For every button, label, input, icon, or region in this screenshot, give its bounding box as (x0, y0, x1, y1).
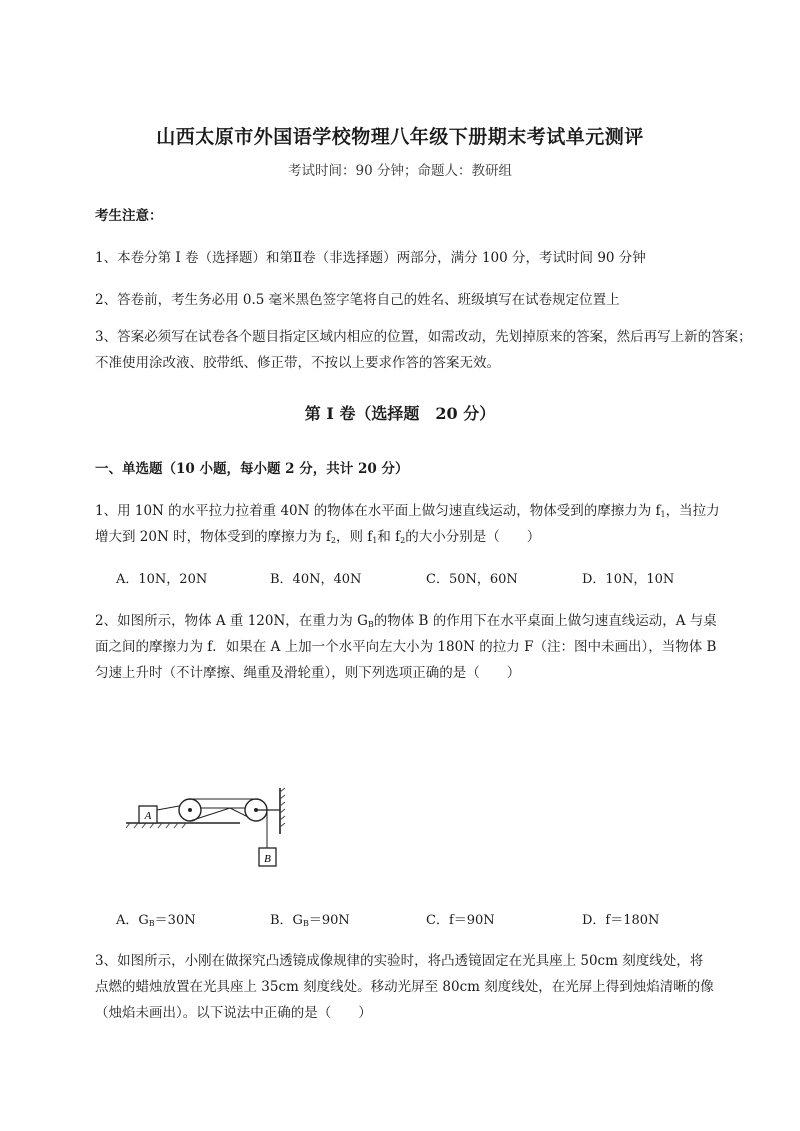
notice-item-1: 1、本卷分第 I 卷（选择题）和第Ⅱ卷（非选择题）两部分，满分 100 分，考试时间 90 分钟 (95, 250, 646, 266)
question-1-option-c: C．50N，60N (426, 572, 518, 587)
block-b-label: B (264, 853, 271, 865)
question-1-option-a: A．10N，20N (116, 572, 208, 587)
section-title: 第 I 卷（选择题 20 分） (304, 404, 496, 423)
question-2-line-3: 匀速上升时（不计摩擦、绳重及滑轮重），则下列选项正确的是（ ） (95, 665, 521, 681)
notice-item-3: 3、答案必须写在试卷各个题目指定区域内相应的位置，如需改动，先划掉原来的答案，然后再写上新的答案；不准使用涂改液、胶带纸、修正带，不按以上要求作答的答案无效。 (95, 329, 752, 371)
question-3-line-1: 3、如图所示，小刚在做探究凸透镜成像规律的实验时，将凸透镜固定在光具座上 50cm 刻度线处，将 (95, 953, 704, 969)
question-2-option-c: C．f＝90N (426, 913, 495, 928)
pulley-diagram (120, 786, 300, 876)
question-3-line-3: （烛焰未画出）。以下说法中正确的是（ ） (95, 1005, 372, 1021)
question-2-option-d: D．f＝180N (582, 913, 660, 928)
question-1-option-d: D．10N，10N (582, 572, 675, 587)
question-1-line-2: 增大到 20N 时，物体受到的摩擦力为 $f_2$，则 $f_1$和 $f_2$的大小分别是（ ） (95, 529, 541, 545)
question-1-option-b: B．40N，40N (270, 572, 362, 587)
question-3-line-2: 点燃的蜡烛放置在光具座上 35cm 刻度线处。移动光屏至 80cm 刻度线处，在光屏上得到烛焰清晰的像 (95, 979, 714, 995)
notice-item-2: 2、答卷前，考生务必用 0.5 毫米黑色签字笔将自己的姓名、班级填写在试卷规定位置上 (95, 292, 620, 308)
block-a-label: A (144, 810, 152, 822)
question-2-option-b: B．$G_B=90N$ (270, 913, 350, 928)
part-heading: 一、单选题（10 小题，每小题 2 分，共计 20 分） (95, 461, 409, 477)
question-2-line-2: 面之间的摩擦力为 f．如果在 A 上加一个水平向左大小为 180N 的拉力 F（注：图中未画出），当物体 B (95, 639, 717, 655)
exam-info: 考试时间：90 分钟；命题人：教研组 (288, 163, 512, 179)
notice-heading: 考生注意： (95, 208, 163, 224)
question-2-line-1: 2、如图所示，物体 A 重 120N，在重力为 $G_B$的物体 B 的作用下在水平桌面上做匀速直线运动，A 与桌 (95, 613, 717, 629)
question-2-option-a: A．$G_B=30N$ (116, 913, 196, 928)
question-1-line-1: 1、用 10N 的水平拉力拉着重 40N 的物体在水平面上做匀速直线运动，物体受到的摩擦力为 $f_1$，当拉力 (95, 503, 720, 519)
page-title: 山西太原市外国语学校物理八年级下册期末考试单元测评 (156, 126, 644, 148)
